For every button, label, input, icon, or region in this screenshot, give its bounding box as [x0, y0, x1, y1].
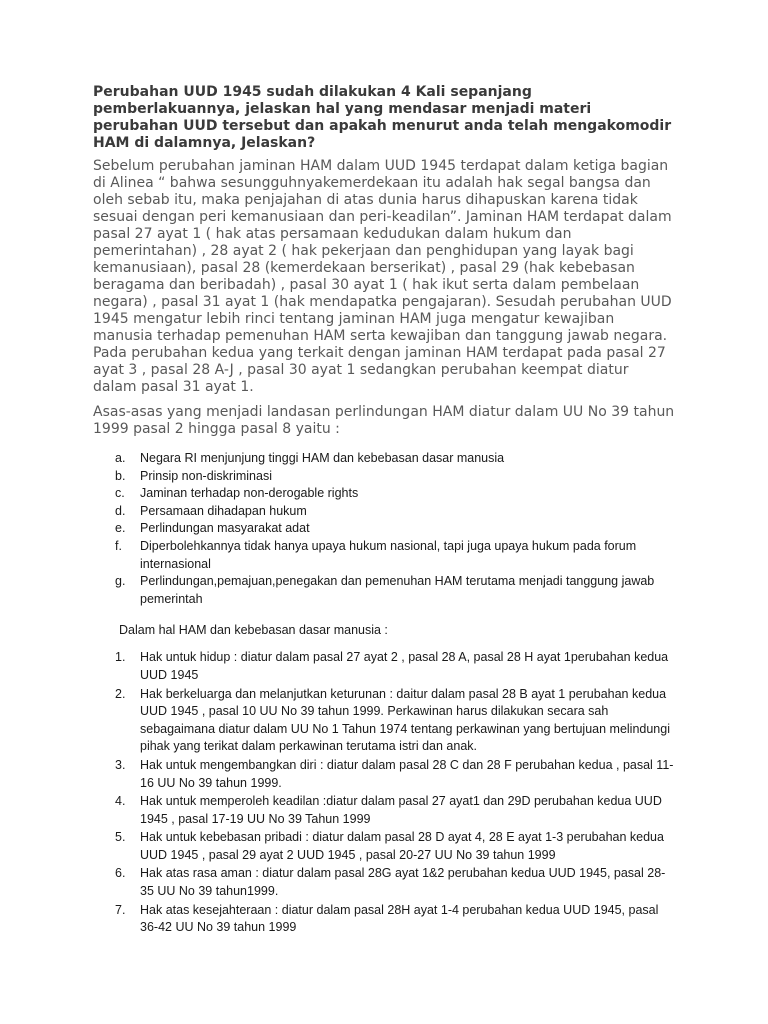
list-marker: g.: [115, 574, 126, 589]
list-marker: a.: [115, 451, 126, 465]
list-marker: b.: [115, 468, 126, 483]
list-marker: d.: [115, 503, 126, 518]
list-item: [93, 450, 675, 468]
list-item-text: Hak untuk mengembangkan diri : diatur dalam pasal 28 C dan 28 F perubahan kedua , pasal 11-16 UU No 39 tahun 1999.: [140, 757, 674, 790]
list-item: [93, 573, 675, 608]
list-item: [93, 503, 675, 521]
list-marker: c.: [115, 486, 125, 501]
list-marker: 7.: [115, 902, 126, 917]
list-item: [93, 649, 675, 684]
principles-list: [93, 450, 675, 608]
list-item: [93, 865, 675, 900]
list-item: [93, 757, 675, 792]
list-item-text: Prinsip non-diskriminasi: [140, 468, 272, 483]
list-item: [93, 520, 675, 538]
list-item: [93, 902, 675, 937]
list-item-text: Hak untuk memperoleh keadilan :diatur dalam pasal 27 ayat1 dan 29D perubahan kedua UUD 1945 , pasal 17-19 UU No 39 Tahun 1999: [140, 794, 662, 826]
list-item: [93, 538, 675, 573]
list-item-text: Hak atas rasa aman : diatur dalam pasal 28G ayat 1&2 perubahan kedua UUD 1945, pasal 28-35 UU No 39 tahun1999.: [140, 866, 666, 899]
list-item: [93, 829, 675, 864]
list-marker: 5.: [115, 830, 126, 845]
list-item: [93, 468, 675, 486]
paragraph-principles-intro: Asas-asas yang menjadi landasan perlindungan HAM diatur dalam UU No 39 tahun 1999 pasal 2 hingga pasal 8 yaitu :: [93, 404, 675, 437]
list-item: [93, 793, 675, 828]
list-item: [93, 485, 675, 503]
list-item-text: Hak berkeluarga dan melanjutkan keturunan : daitur dalam pasal 28 B ayat 1 perubahan kedua UUD 1945 , pasal 10 UU No 39 tahun 1999. Perkawinan harus dilakukan secara sah sebagaimana diatur dalam UU No 1 Tahun 1974 tentang perkawinan yang bertujuan melindungi pihak yang terikat dalam perkawinan terutama istri dan anak.: [140, 686, 670, 754]
list-marker: 4.: [115, 794, 126, 809]
list-marker: 6.: [115, 866, 126, 881]
list-marker: f.: [115, 538, 122, 553]
list-item-text: Jaminan terhadap non-derogable rights: [140, 486, 359, 501]
paragraph-before-amendment: Sebelum perubahan jaminan HAM dalam UUD 1945 terdapat dalam ketiga bagian di Alinea “ bahwa sesungguhnyakemerdekaan itu adalah hak segal bangsa dan oleh sebab itu, maka penjajahan di atas dunia harus dihapuskan karena tidak sesuai dengan peri kemanusiaan dan peri-keadilan”. Jaminan HAM terdapat dalam pasal 27 ayat 1 ( hak atas persamaan kedudukan dalam hukum dan pemerintahan) , 28 ayat 2 ( hak pekerjaan dan penghidupan yang layak bagi kemanusiaan), pasal 28 (kemerdekaan berserikat) , pasal 29 (hak kebebasan beragama dan beribadah) , pasal 30 ayat 1 ( hak ikut serta dalam pembelaan negara) , pasal 31 ayat 1 (hak mendapatka pengajaran). Sesudah perubahan UUD 1945 mengatur lebih rinci tentang jaminan HAM juga mengatur kewajiban manusia terhadap pemenuhan HAM serta kewajiban dan tanggung jawab negara. Pada perubahan kedua yang terkait dengan jaminan HAM terdapat pada pasal 27 ayat 3 , pasal 28 A-J , pasal 30 ayat 1 sedangkan perubahan keempat diatur dalam pasal 31 ayat 1.: [93, 158, 672, 395]
question-heading: Perubahan UUD 1945 sudah dilakukan 4 Kali sepanjang pemberlakuannya, jelaskan hal yang mendasar menjadi materi perubahan UUD tersebut dan apakah menurut anda telah mengakomodir HAM di dalamnya, Jelaskan?: [93, 84, 672, 151]
list-marker: 2.: [115, 686, 126, 701]
list-item: [93, 686, 675, 756]
list-item-text: Hak atas kesejahteraan : diatur dalam pasal 28H ayat 1-4 perubahan kedua UUD 1945, pasal 36-42 UU No 39 tahun 1999: [140, 902, 659, 935]
list-marker: 1.: [115, 650, 126, 665]
list-item-text: Hak untuk hidup : diatur dalam pasal 27 ayat 2 , pasal 28 A, pasal 28 H ayat 1perubahan kedua UUD 1945: [140, 650, 669, 682]
list-item-text: Hak untuk kebebasan pribadi : diatur dalam pasal 28 D ayat 4, 28 E ayat 1-3 perubahan kedua UUD 1945 , pasal 29 ayat 2 UUD 1945 , pasal 20-27 UU No 39 tahun 1999: [140, 830, 664, 862]
list-item-text: Perlindungan,pemajuan,penegakan dan pemenuhan HAM terutama menjadi tanggung jawab pemerintah: [140, 574, 655, 606]
list-marker: 3.: [115, 757, 126, 772]
list-item-text: Diperbolehkannya tidak hanya upaya hukum nasional, tapi juga upaya hukum pada forum internasional: [140, 538, 637, 571]
rights-intro: Dalam hal HAM dan kebebasan dasar manusia :: [119, 623, 388, 638]
list-item-text: Negara RI menjunjung tinggi HAM dan kebebasan dasar manusia: [140, 451, 505, 465]
list-marker: e.: [115, 521, 126, 536]
rights-list: [93, 649, 675, 937]
list-item-text: Persamaan dihadapan hukum: [140, 503, 307, 518]
list-item-text: Perlindungan masyarakat adat: [140, 521, 310, 536]
